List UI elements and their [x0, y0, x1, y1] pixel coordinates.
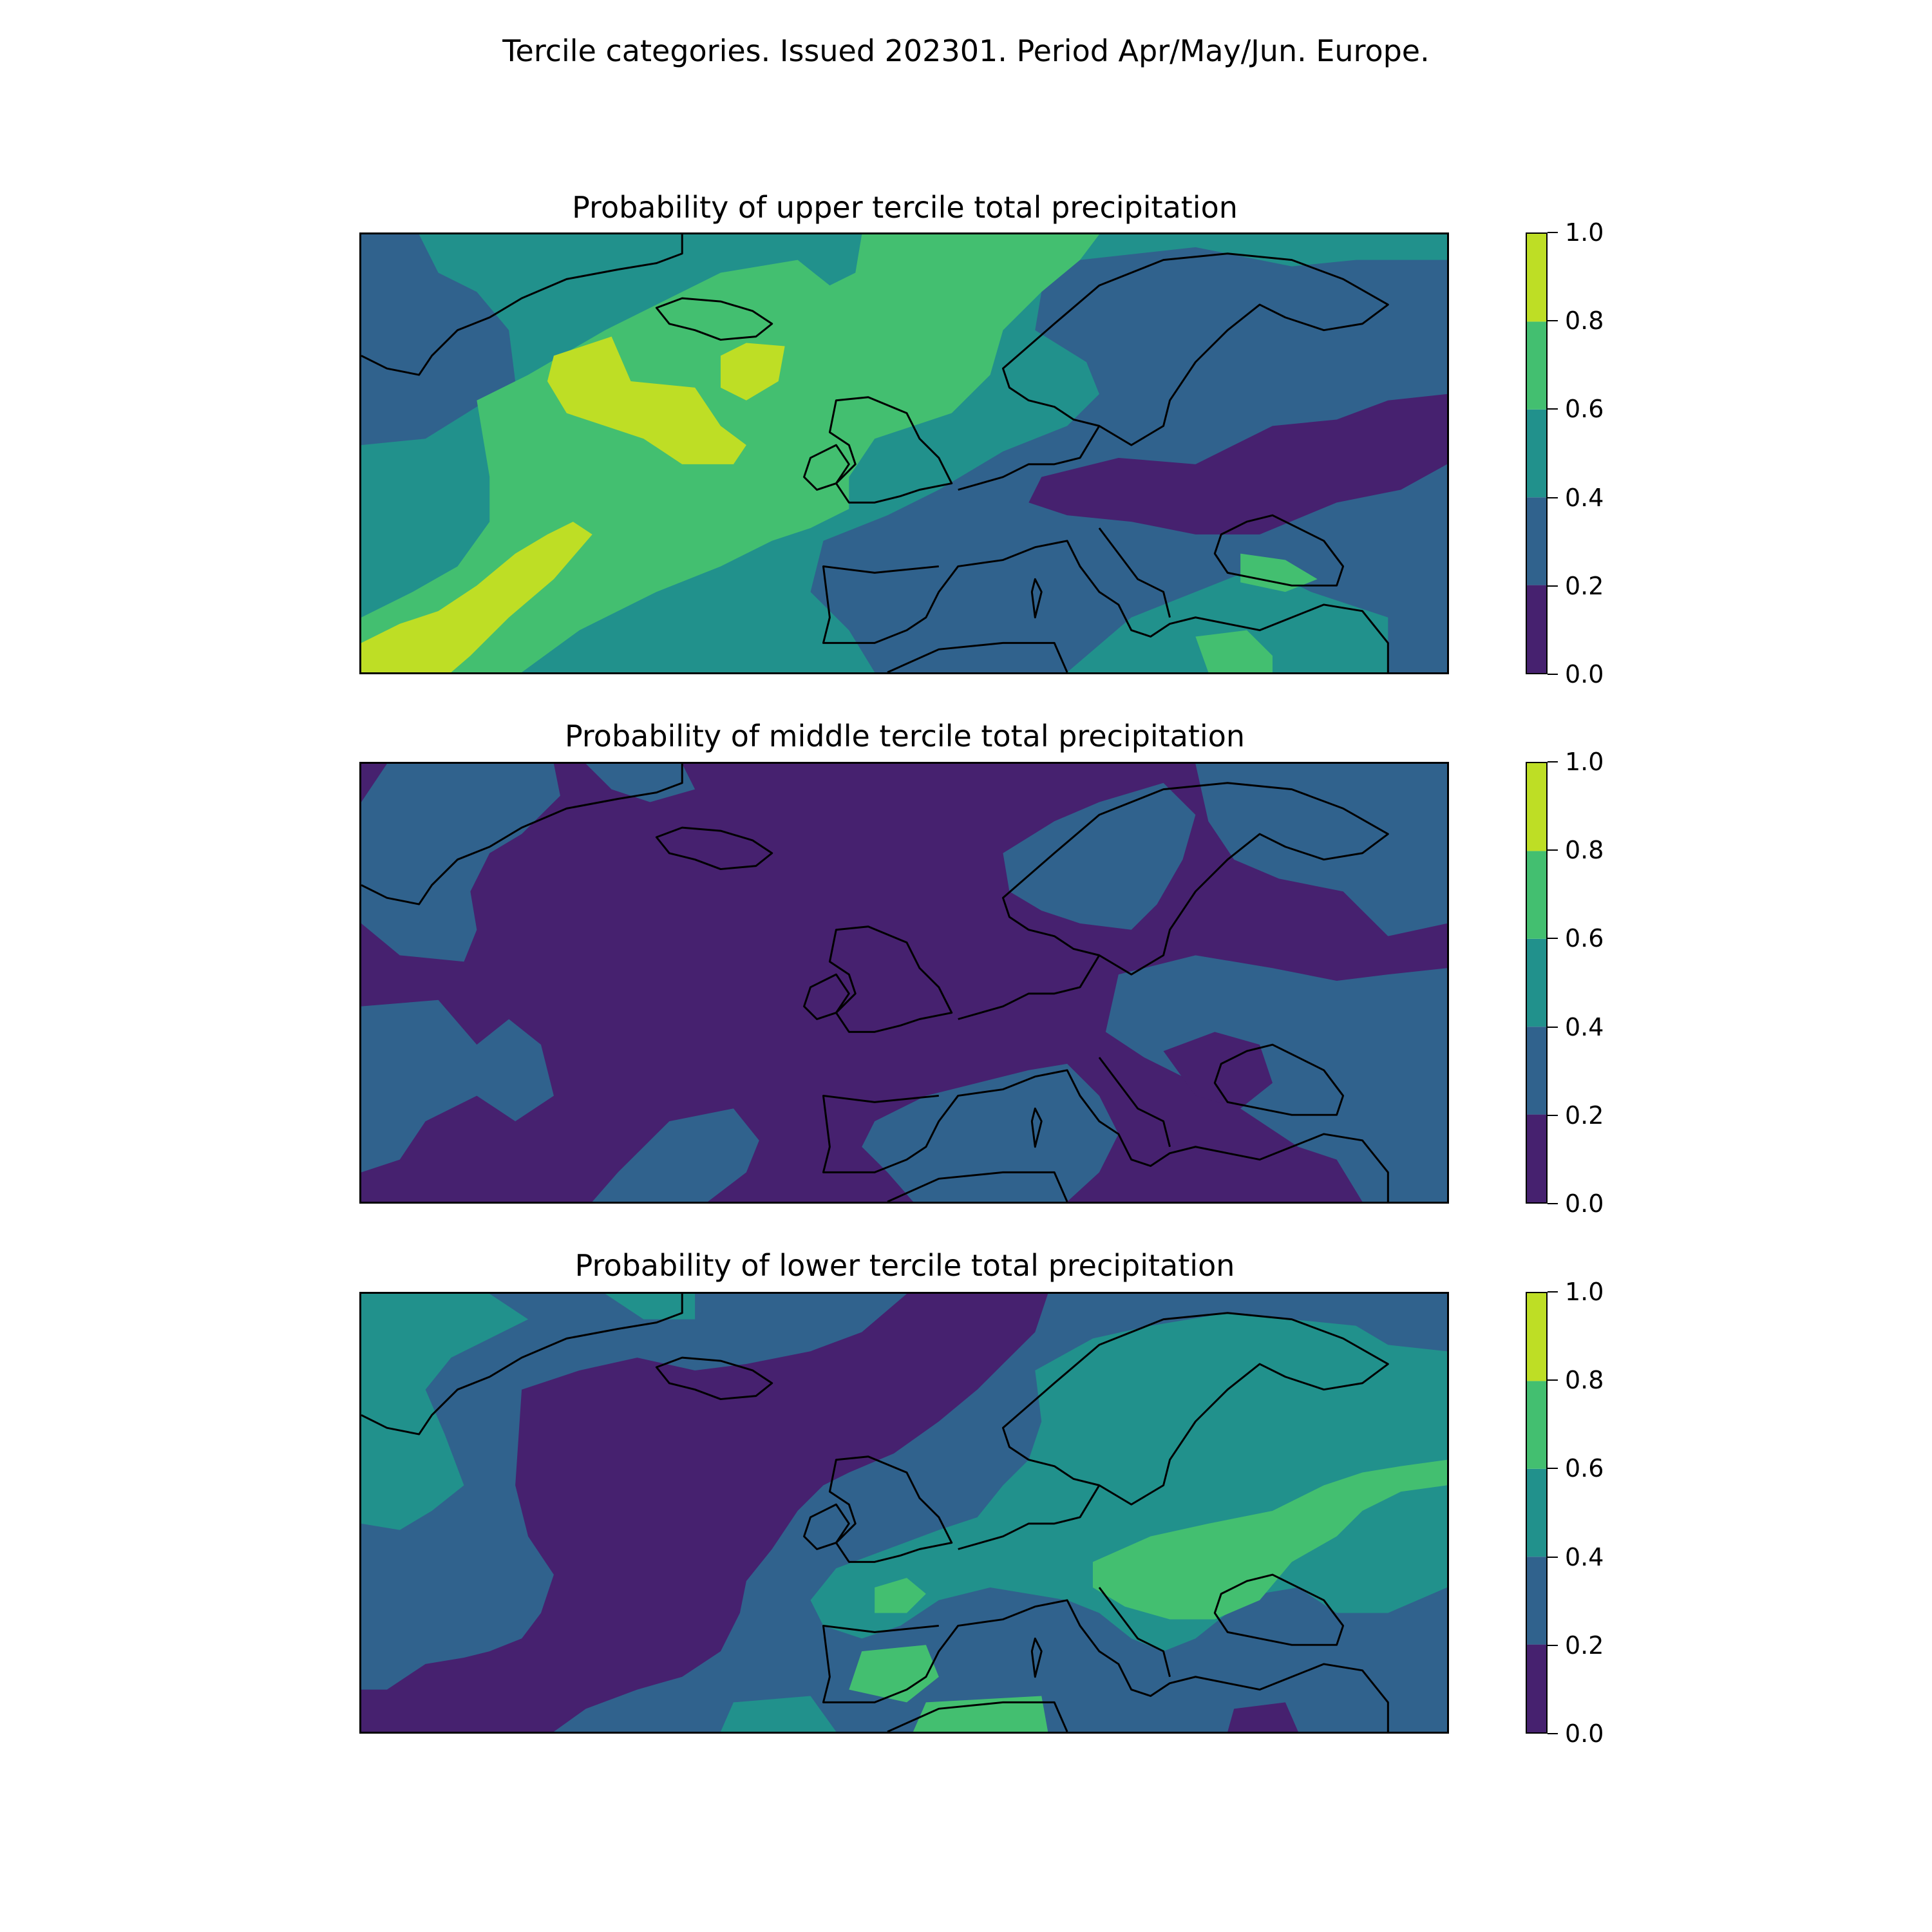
colorbar-tick	[1548, 761, 1558, 762]
colorbar-tick-label: 0.2	[1565, 1101, 1604, 1130]
colorbar-tick	[1548, 1468, 1558, 1469]
colorbar-segment	[1527, 585, 1546, 673]
colorbar-tick	[1548, 849, 1558, 851]
colorbar-lower	[1526, 1292, 1548, 1734]
colorbar-tick	[1548, 1027, 1558, 1028]
colorbar-tick-label: 0.4	[1565, 1013, 1604, 1041]
colorbar-tick	[1548, 1733, 1558, 1734]
colorbar-tick-label: 0.8	[1565, 1366, 1604, 1394]
colorbar-tick-label: 0.0	[1565, 660, 1604, 688]
figure-title: Tercile categories. Issued 202301. Period Apr/May/Jun. Europe.	[502, 33, 1430, 68]
colorbar-segment	[1527, 1469, 1546, 1557]
colorbar-tick	[1548, 232, 1558, 233]
colorbar-tick-label: 0.6	[1565, 1454, 1604, 1482]
colorbar-upper	[1526, 232, 1548, 674]
colorbar-tick-label: 0.8	[1565, 307, 1604, 335]
colorbar-tick	[1548, 1291, 1558, 1293]
panel-title-lower: Probability of lower tercile total precipitation	[574, 1248, 1235, 1283]
map-upper-tercile	[359, 232, 1449, 674]
colorbar-tick-label: 1.0	[1565, 1278, 1604, 1306]
colorbar-tick-label: 1.0	[1565, 218, 1604, 247]
colorbar-tick-label: 0.4	[1565, 1543, 1604, 1571]
colorbar-segment	[1527, 851, 1546, 938]
colorbar-segment	[1527, 1381, 1546, 1468]
colorbar-tick-label: 0.2	[1565, 572, 1604, 600]
colorbar-tick-label: 0.0	[1565, 1719, 1604, 1748]
colorbar-tick	[1548, 1203, 1558, 1204]
colorbar-tick-label: 0.2	[1565, 1631, 1604, 1660]
colorbar-tick	[1548, 1379, 1558, 1381]
panel-title-upper: Probability of upper tercile total precipitation	[572, 190, 1238, 225]
colorbar-segment	[1527, 234, 1546, 321]
colorbar-segment	[1527, 410, 1546, 497]
colorbar-segment	[1527, 1115, 1546, 1202]
colorbar-tick	[1548, 1557, 1558, 1558]
panel-title-middle: Probability of middle tercile total precipitation	[564, 719, 1245, 753]
colorbar-tick	[1548, 497, 1558, 498]
colorbar-tick	[1548, 408, 1558, 410]
colorbar-tick	[1548, 938, 1558, 939]
colorbar-tick	[1548, 585, 1558, 587]
colorbar-tick-label: 0.0	[1565, 1189, 1604, 1218]
colorbar-segment	[1527, 939, 1546, 1027]
colorbar-tick-label: 0.6	[1565, 395, 1604, 423]
colorbar-tick	[1548, 320, 1558, 321]
colorbar-segment	[1527, 497, 1546, 585]
colorbar-segment	[1527, 1027, 1546, 1114]
colorbar-tick	[1548, 674, 1558, 675]
colorbar-tick	[1548, 1645, 1558, 1646]
colorbar-segment	[1527, 1557, 1546, 1644]
colorbar-segment	[1527, 763, 1546, 851]
colorbar-middle	[1526, 762, 1548, 1204]
map-lower-tercile	[359, 1292, 1449, 1734]
colorbar-tick-label: 1.0	[1565, 748, 1604, 776]
map-middle-tercile	[359, 762, 1449, 1204]
colorbar-segment	[1527, 1645, 1546, 1732]
colorbar-tick	[1548, 1115, 1558, 1116]
colorbar-tick-label: 0.6	[1565, 924, 1604, 952]
colorbar-tick-label: 0.4	[1565, 484, 1604, 512]
colorbar-tick-label: 0.8	[1565, 836, 1604, 864]
colorbar-segment	[1527, 321, 1546, 409]
colorbar-segment	[1527, 1293, 1546, 1381]
